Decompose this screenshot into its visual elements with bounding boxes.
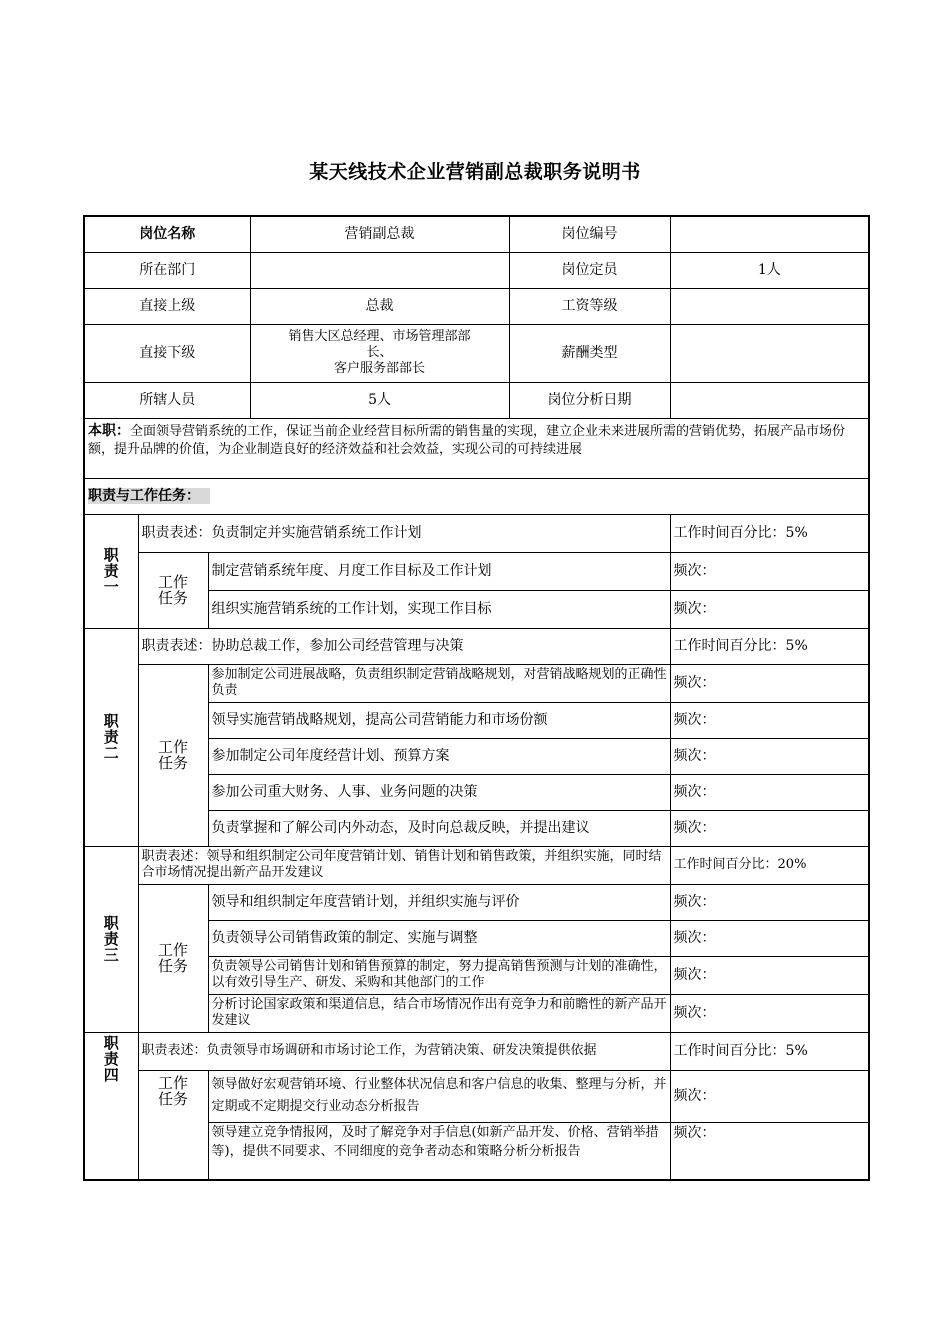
basic-row-position xyxy=(84,216,869,252)
duty-4-task-row xyxy=(84,1070,869,1122)
duty-2-task-row xyxy=(84,664,869,702)
value-subordinates xyxy=(250,324,509,382)
label-department: 所在部门 xyxy=(84,252,250,288)
document-title: 某天线技术企业营销副总裁职务说明书 xyxy=(309,161,641,183)
duty-3-task-4: 分析讨论国家政策和渠道信息，结合市场情况作出有竞争力和前瞻性的新产品开发建议 xyxy=(208,994,670,1032)
duty-3-statement-row xyxy=(84,846,869,884)
duty-4-task-1: 领导做好宏观营销环境、行业整体状况信息和客户信息的收集、整理与分析，并定期或不定期提交行业动态分析报告 xyxy=(208,1070,670,1122)
duty-3-task-row xyxy=(84,884,869,920)
duty-4-task-2: 领导建立竞争情报网，及时了解竞争对手信息(如新产品开发、价格、营销举措等)，提供不同要求、不同细度的竞争者动态和策略分析分析报告 xyxy=(208,1122,670,1180)
duty-1-task-1-freq: 频次： xyxy=(670,552,869,590)
duty-4-percent: 工作时间百分比：5% xyxy=(670,1032,869,1070)
duty-3-task-3: 负责领导公司销售计划和销售预算的制定，努力提高销售预测与计划的准确性，以有效引导生产、研发、采购和其他部门的工作 xyxy=(208,956,670,994)
label-analysis-date: 岗位分析日期 xyxy=(509,382,670,418)
value-superior: 总裁 xyxy=(250,288,509,324)
basic-row-subordinates xyxy=(84,324,869,382)
duty-3-task-1: 领导和组织制定年度营销计划，并组织实施与评价 xyxy=(208,884,670,920)
duty-4-task-label: 工作 任务 xyxy=(138,1070,208,1180)
duty-2-task-4: 参加公司重大财务、人事、业务问题的决策 xyxy=(208,774,670,810)
duty-1-task-1: 制定营销系统年度、月度工作目标及工作计划 xyxy=(208,552,670,590)
basic-row-superior xyxy=(84,288,869,324)
duty-1-task-2: 组织实施营销系统的工作计划，实现工作目标 xyxy=(208,590,670,628)
value-position-number xyxy=(670,216,869,252)
duty-4-statement: 职责表述：负责领导市场调研和市场讨论工作，为营销决策、研发决策提供依据 xyxy=(138,1032,670,1070)
subordinates-line-2: 长、 xyxy=(366,345,393,360)
duty-3-task-label: 工作 任务 xyxy=(138,884,208,1032)
duty-2-statement: 职责表述：协助总裁工作，参加公司经营管理与决策 xyxy=(138,628,670,664)
duty-2-task-5-freq: 频次： xyxy=(670,810,869,846)
duty-4-task-1-freq: 频次： xyxy=(670,1070,869,1122)
duties-header: 职责与工作任务： xyxy=(88,488,210,504)
label-superior: 直接上级 xyxy=(84,288,250,324)
duty-1-label: 职 责 一 xyxy=(84,514,138,628)
value-department xyxy=(250,252,509,288)
duty-2-task-2: 领导实施营销战略规划，提高公司营销能力和市场份额 xyxy=(208,702,670,738)
duty-2-task-1: 参加制定公司进展战略，负责组织制定营销战略规划，对营销战略规划的正确性负责 xyxy=(208,664,670,702)
duty-2-task-2-freq: 频次： xyxy=(670,702,869,738)
subordinates-line-1: 销售大区总经理、市场管理部部 xyxy=(288,329,471,344)
duty-1-task-label: 工作 任务 xyxy=(138,552,208,628)
duty-3-label: 职 责 三 xyxy=(84,846,138,1032)
duty-3-statement: 职责表述：领导和组织制定公司年度营销计划、销售计划和销售政策，并组织实施，同时结合市场情况提出新产品开发建议 xyxy=(138,846,670,884)
value-salary-grade xyxy=(670,288,869,324)
duty-3-percent: 工作时间百分比：20% xyxy=(670,846,869,884)
duty-4-task-2-freq: 频次： xyxy=(670,1122,869,1180)
core-duty-text: 全面领导营销系统的工作，保证当前企业经营目标所需的销售量的实现，建立企业未来进展所需的营销优势，拓展产品市场份额，提升品牌的价值，为企业制造良好的经济效益和社会效益，实现公司的可持续进展 xyxy=(88,423,846,457)
label-headcount: 岗位定员 xyxy=(509,252,670,288)
duty-3-task-3-freq: 频次： xyxy=(670,956,869,994)
value-analysis-date xyxy=(670,382,869,418)
duties-header-row xyxy=(84,478,869,514)
duty-2-label: 职 责 二 xyxy=(84,628,138,846)
duty-1-task-2-freq: 频次： xyxy=(670,590,869,628)
basic-row-staff xyxy=(84,382,869,418)
duty-2-percent: 工作时间百分比：5% xyxy=(670,628,869,664)
value-staff: 5人 xyxy=(250,382,509,418)
label-staff: 所辖人员 xyxy=(84,382,250,418)
duty-2-task-5: 负责掌握和了解公司内外动态，及时向总裁反映，并提出建议 xyxy=(208,810,670,846)
duty-1-statement: 职责表述：负责制定并实施营销系统工作计划 xyxy=(138,514,670,552)
label-salary-type: 薪酬类型 xyxy=(509,324,670,382)
duty-2-task-1-freq: 频次： xyxy=(670,664,869,702)
core-duty-row xyxy=(84,418,869,478)
label-salary-grade: 工资等级 xyxy=(509,288,670,324)
value-headcount: 1人 xyxy=(670,252,869,288)
label-subordinates: 直接下级 xyxy=(84,324,250,382)
duty-1-statement-row xyxy=(84,514,869,552)
duty-4-label: 职 责 四 xyxy=(84,1032,138,1180)
duty-2-task-3: 参加制定公司年度经营计划、预算方案 xyxy=(208,738,670,774)
label-position-number: 岗位编号 xyxy=(509,216,670,252)
value-salary-type xyxy=(670,324,869,382)
job-description-table xyxy=(83,215,870,1181)
duty-3-task-4-freq: 频次： xyxy=(670,994,869,1032)
duty-2-statement-row xyxy=(84,628,869,664)
duty-3-task-2-freq: 频次： xyxy=(670,920,869,956)
duty-3-task-2: 负责领导公司销售政策的制定、实施与调整 xyxy=(208,920,670,956)
duty-2-task-label: 工作 任务 xyxy=(138,664,208,846)
subordinates-line-3: 客户服务部部长 xyxy=(334,361,426,376)
duty-3-task-1-freq: 频次： xyxy=(670,884,869,920)
duty-2-task-4-freq: 频次： xyxy=(670,774,869,810)
core-duty-label: 本职： xyxy=(88,422,130,439)
duty-4-statement-row xyxy=(84,1032,869,1070)
duty-1-percent: 工作时间百分比：5% xyxy=(670,514,869,552)
value-position-name: 营销副总裁 xyxy=(250,216,509,252)
duty-1-task-row xyxy=(84,552,869,590)
basic-row-department xyxy=(84,252,869,288)
core-duty xyxy=(84,418,869,478)
duty-2-task-3-freq: 频次： xyxy=(670,738,869,774)
label-position-name: 岗位名称 xyxy=(84,216,250,252)
